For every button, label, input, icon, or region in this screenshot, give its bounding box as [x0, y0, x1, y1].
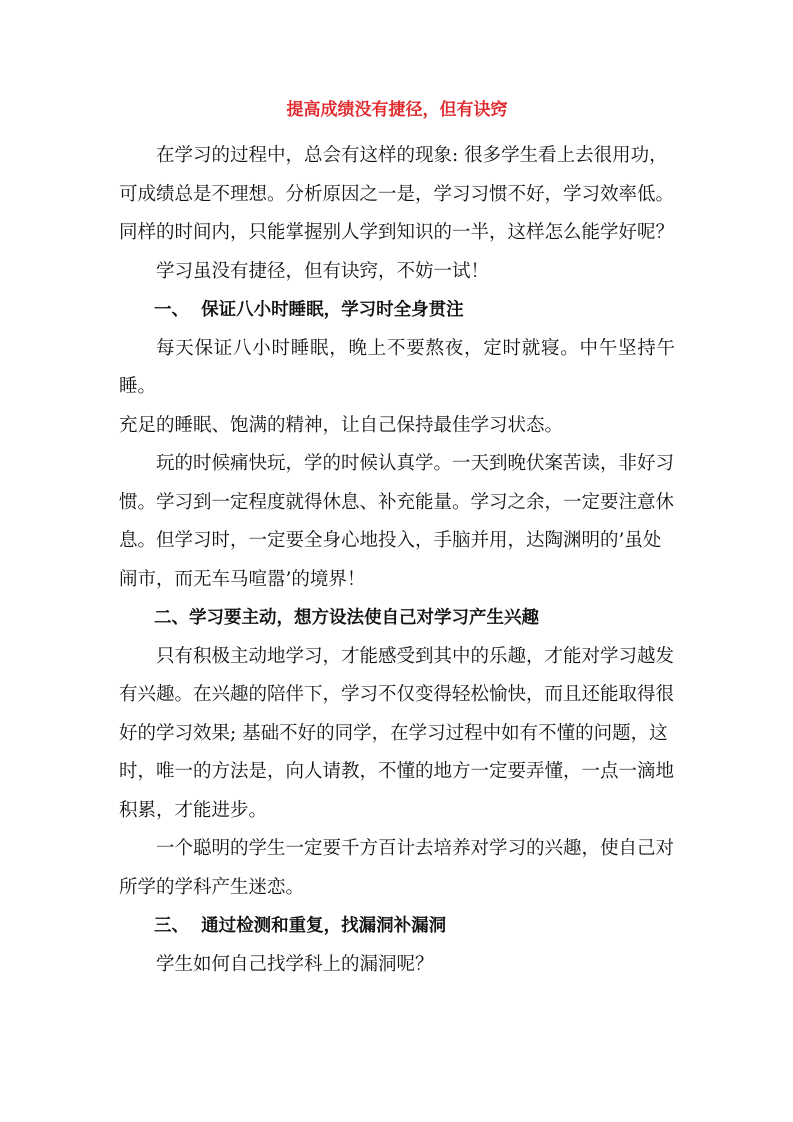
section-heading-2: 二、学习要主动，想方设法使自己对学习产生兴趣: [154, 608, 539, 628]
paragraph-sleep: 每天保证八小时睡眠，晚上不要熬夜，定时就寝。中午坚持午睡。 充足的睡眠、饱满的精神，让自己保持最佳学习状态。: [119, 337, 675, 436]
paragraph-tip: 学习虽没有捷径，但有诀窍，不妨一试！: [156, 260, 490, 282]
section-heading-1: 一、 保证八小时睡眠，学习时全身贯注: [154, 300, 464, 320]
section-heading-3: 三、 通过检测和重复，找漏洞补漏洞: [154, 916, 447, 936]
paragraph-smart-student: 一个聪明的学生一定要千方百计去培养对学习的兴趣，使自己对 所学的学科产生迷恋。: [119, 838, 675, 898]
paragraph-focus: 玩的时候痛快玩，学的时候认真学。一天到晚伏案苦读，非好习 惯。学习到一定程度就得休息、补充能量。学习之余，一定要注意休 息。但学习时，一定要全身心地投入，手脑并用，达陶渊明的’虽处 闹市，而无车马喧嚣’的境界！: [119, 453, 675, 590]
paragraph-interest: 只有积极主动地学习，才能感受到其中的乐趣，才能对学习越发 有兴趣。在兴趣的陪伴下，学习不仅变得轻松愉快，而且还能取得很 好的学习效果; 基础不好的同学，在学习过程中如有不懂的问题，这 时，唯一的方法是，向人请教，不懂的地方一定要弄懂，一点一滴地 积累，才能进步。: [119, 645, 675, 821]
document-body: [119, 98, 675, 984]
paragraph-intro: 在学习的过程中，总会有这样的现象: 很多学生看上去很用功， 可成绩总是不理想。分析原因之一是，学习习惯不好，学习效率低。 同样的时间内，只能掌握别人学到知识的一半，这样怎么能学好呢？: [119, 145, 675, 243]
document-title: 提高成绩没有捷径，但有诀窍: [286, 100, 508, 120]
paragraph-question: 学生如何自己找学科上的漏洞呢？: [156, 953, 434, 975]
